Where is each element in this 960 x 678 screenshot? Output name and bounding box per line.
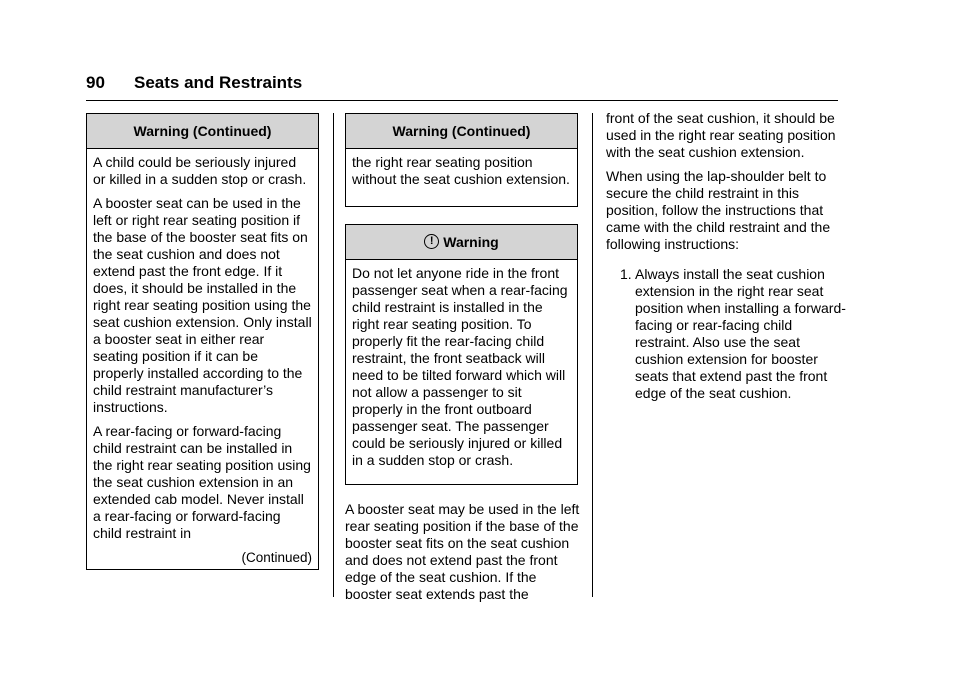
warning-paragraph: Do not let anyone ride in the front passenger seat when a rear-facing child restraint is installed in the right rear seating position. To properly fit the rear-facing child restraint, the front seatback will need to be tilted forward which will not allow a passenger to sit properly in the front outboard passenger seat. The passenger could be seriously injured or killed in a sudden stop or crash.: [352, 265, 568, 468]
page-number: 90: [86, 73, 105, 92]
body-paragraphs: [606, 110, 842, 260]
warning-circle-icon: !: [424, 234, 439, 249]
list-marker: 1.: [620, 266, 632, 282]
warning-paragraph: A booster seat can be used in the left or right rear seating position if the base of the booster seat fits on the seat cushion and does not extend past the front edge. If it does, it should be installed in the right rear seating position using the seat cushion extension. Only install a booster seat in either rear seating position if it can be properly installed according to the child restraint manufacturer’s instructions.: [93, 195, 312, 415]
warning-box-title: Warning (Continued): [87, 114, 318, 149]
column-divider: [333, 113, 334, 597]
warning-continued-box: [86, 113, 319, 570]
column-divider: [592, 113, 593, 597]
body-text: When using the lap-shoulder belt to secure the child restraint in this position, follow the instructions that came with the child restraint and the following instructions:: [606, 168, 831, 252]
warning-paragraph: A rear-facing or forward-facing child restraint can be installed in the right rear seating position using the seat cushion extension in an extended cab model. Never install a rear-facing or forward-facing child restraint in: [93, 423, 311, 541]
body-paragraph: [345, 501, 580, 610]
list-item: [620, 266, 850, 402]
warning-box-title: Warning: [443, 234, 499, 250]
warning-box-title: Warning (Continued): [346, 114, 577, 149]
warning-box-body: [87, 149, 318, 572]
body-text: A booster seat may be used in the left rear seating position if the base of the booster seat fits on the seat cushion and does not extend past the front edge of the seat cushion. If the booster seat extends past the: [345, 501, 580, 602]
section-title: Seats and Restraints: [134, 73, 303, 92]
list-text: Always install the seat cushion extension in the right rear seat position when installing a forward-facing or rear-facing child restraint. Also use the seat cushion extension for booster seats that extend past the front edge of the seat cushion.: [635, 266, 846, 401]
warning-box: [345, 224, 578, 485]
warning-box-body: [346, 149, 577, 194]
warning-continued-box-2: [345, 113, 578, 207]
body-text: front of the seat cushion, it should be used in the right rear seating position with the seat cushion extension.: [606, 110, 836, 160]
continued-label: (Continued): [241, 550, 312, 565]
warning-paragraph: A child could be seriously injured or killed in a sudden stop or crash.: [93, 154, 307, 187]
page-header: [86, 72, 838, 101]
warning-paragraph: the right rear seating position without the seat cushion extension.: [352, 154, 570, 187]
warning-box-header: [346, 225, 577, 260]
warning-box-body: [346, 260, 577, 475]
